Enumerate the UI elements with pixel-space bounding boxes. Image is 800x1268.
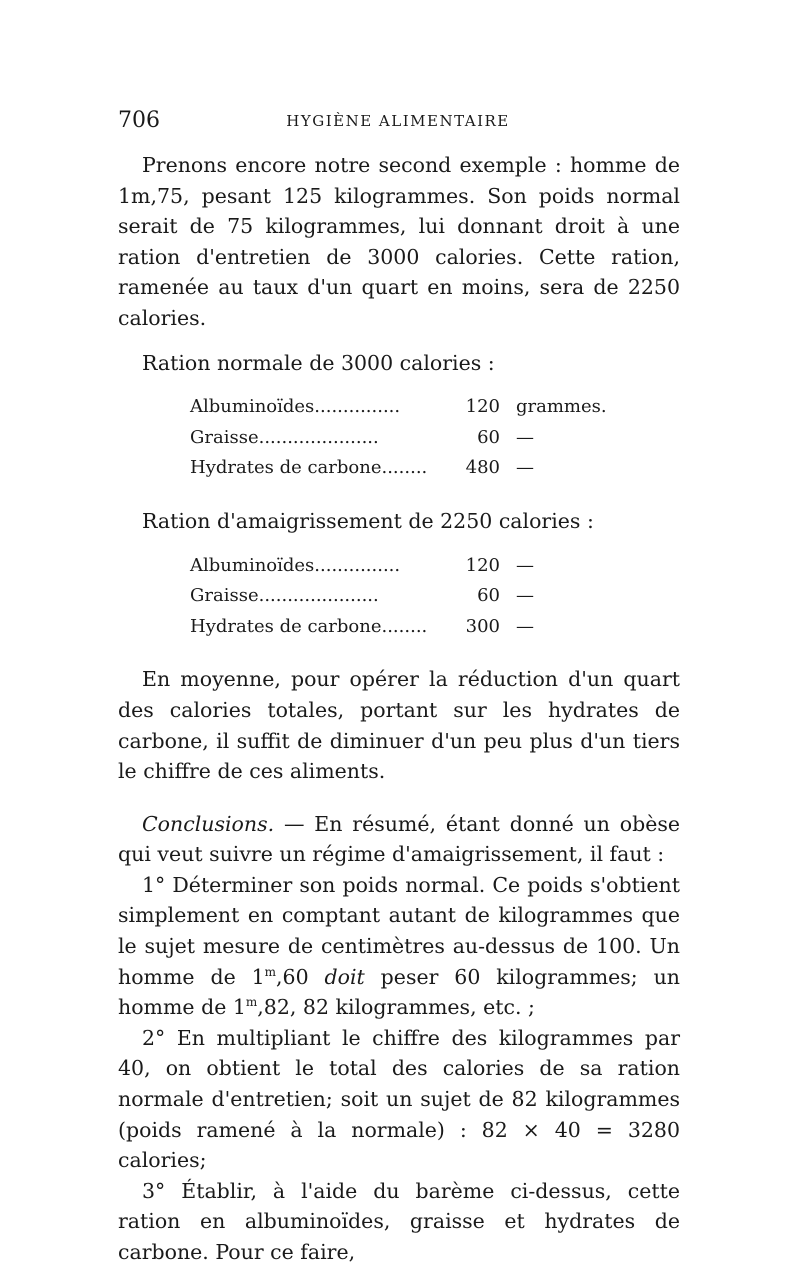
item-1-ordinal: 1°	[142, 872, 166, 897]
food-quantity: 120	[465, 554, 500, 576]
page-number: 706	[118, 108, 160, 133]
item-1-emphasis: doit	[324, 964, 365, 989]
ration-amaigrissement-rows	[190, 551, 534, 643]
conclusions-intro: — En résumé, étant donné un obèse qui veut suivre un régime d'amaigrissement, il faut :	[118, 811, 680, 867]
food-unit: —	[516, 457, 534, 479]
ration-normale-rows	[190, 392, 607, 484]
ration-amaigrissement-title: Ration d'amaigrissement de 2250 calories :	[142, 508, 594, 533]
food-unit: —	[516, 426, 534, 448]
ration-row	[190, 453, 607, 484]
food-quantity: 300	[465, 615, 500, 637]
ration-row	[190, 551, 534, 582]
item-3-text: Établir, à l'aide du barème ci-dessus, cette ration en albuminoïdes, graisse et hydrates de carbone. Pour ce faire,	[118, 1178, 680, 1264]
item-1-text-b: ,60	[276, 964, 325, 989]
ration-normale-title: Ration normale de 3000 calories :	[142, 350, 495, 375]
paragraph-conclusions	[118, 809, 680, 870]
food-quantity: 120	[465, 396, 500, 418]
ration-row	[190, 581, 534, 612]
food-unit: —	[516, 615, 534, 637]
ration-amaigrissement-table	[190, 551, 534, 643]
food-name: Albuminoïdes...............	[190, 396, 401, 418]
ration-normale-table	[190, 392, 607, 484]
ration-row	[190, 423, 607, 454]
food-name: Albuminoïdes...............	[190, 554, 401, 576]
running-title: HYGIÈNE ALIMENTAIRE	[286, 112, 510, 130]
food-name: Hydrates de carbone........	[190, 615, 428, 637]
conclusion-item-2	[118, 1023, 680, 1176]
item-1-text-c: peser 60 kilogrammes; un homme de 1	[118, 964, 680, 1020]
food-quantity: 60	[477, 426, 500, 448]
ration-row	[190, 392, 607, 423]
conclusion-item-3	[118, 1176, 680, 1268]
running-header	[118, 108, 678, 138]
item-1-text-a: Déterminer son poids normal. Ce poids s'obtient simplement en comptant autant de kilogrammes que le sujet mesure de centimètres au-dessus de 100. Un homme de 1	[118, 872, 680, 989]
conclusions-heading: Conclusions.	[142, 811, 275, 836]
ration-row	[190, 612, 534, 643]
paragraph-example: Prenons encore notre second exemple : homme de 1m,75, pesant 125 kilogrammes. Son poids normal serait de 75 kilogrammes, lui donnant droit à une ration d'entretien de 3000 calories. Cette ration, ramenée au taux d'un quart en moins, sera de 2250 calories.	[118, 153, 680, 330]
unit-metre-sup: m	[245, 995, 258, 1010]
food-unit: grammes.	[516, 396, 607, 418]
page-body	[118, 150, 680, 1268]
unit-metre-sup: m	[264, 964, 277, 979]
food-name: Graisse.....................	[190, 585, 379, 607]
item-3-ordinal: 3°	[142, 1178, 166, 1203]
item-2-ordinal: 2°	[142, 1025, 166, 1050]
food-name: Graisse.....................	[190, 426, 379, 448]
food-name: Hydrates de carbone........	[190, 457, 428, 479]
conclusion-item-1	[118, 870, 680, 1023]
food-quantity: 60	[477, 585, 500, 607]
food-unit: —	[516, 554, 534, 576]
item-2-text: En multipliant le chiffre des kilogrammes par 40, on obtient le total des calories de sa ration normale d'entretien; soit un sujet de 82 kilogrammes (poids ramené à la normale) : 82 × 40 = 3280 calories;	[118, 1025, 680, 1173]
item-1-text-d: ,82, 82 kilogrammes, etc. ;	[257, 995, 535, 1020]
food-quantity: 480	[465, 457, 500, 479]
paragraph-moyenne: En moyenne, pour opérer la réduction d'un quart des calories totales, portant sur les hydrates de carbone, il suffit de diminuer d'un peu plus d'un tiers le chiffre de ces aliments.	[118, 667, 680, 784]
food-unit: —	[516, 585, 534, 607]
